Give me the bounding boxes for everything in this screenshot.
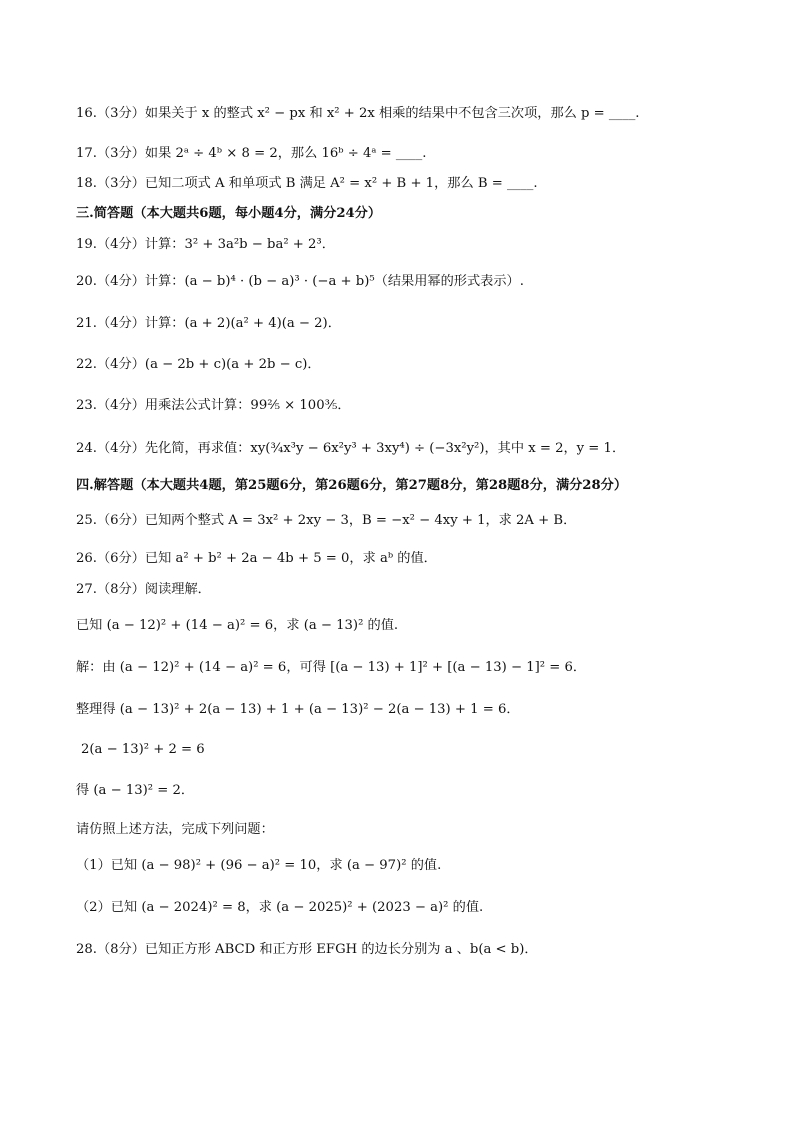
question-27-solution-2: 整理得 (a − 13)² + 2(a − 13) + 1 + (a − 13)² − 2(a − 13) + 1 = 6． xyxy=(76,702,520,717)
question-27-solution-1: 解：由 (a − 12)² + (14 − a)² = 6，可得 [(a − 13) + 1]² + [(a − 13) − 1]² = 6． xyxy=(76,660,587,675)
question-25: 25.（6分）已知两个整式 A = 3x² + 2xy − 3，B = −x² − 4xy + 1，求 2A + B． xyxy=(76,513,577,528)
question-27-solution-3: 2(a − 13)² + 2 = 6 xyxy=(81,742,205,757)
question-20: 20.（4分）计算：(a − b)⁴ · (b − a)³ · (−a + b)⁵（结果用幂的形式表示）. xyxy=(76,274,524,289)
section-4-heading: 四.解答题（本大题共4题，第25题6分，第26题6分，第27题8分，第28题8分，满分28分） xyxy=(76,478,628,493)
section-3-heading: 三.简答题（本大题共6题，每小题4分，满分24分） xyxy=(76,206,382,221)
question-27-given: 已知 (a − 12)² + (14 − a)² = 6，求 (a − 13)² 的值. xyxy=(76,618,399,633)
question-27-instruction: 请仿照上述方法，完成下列问题： xyxy=(76,822,274,837)
question-28: 28.（8分）已知正方形 ABCD 和正方形 EFGH 的边长分别为 a 、b(a < b)． xyxy=(76,942,538,957)
question-24: 24.（4分）先化简，再求值：xy(¾x³y − 6x²y³ + 3xy⁴) ÷ (−3x²y²)，其中 x = 2，y = 1． xyxy=(76,441,626,456)
question-17: 17.（3分）如果 2ᵃ ÷ 4ᵇ × 8 = 2，那么 16ᵇ ÷ 4ᵃ = ____. xyxy=(76,146,427,161)
question-26: 26.（6分）已知 a² + b² + 2a − 4b + 5 = 0，求 aᵇ 的值． xyxy=(76,551,437,566)
question-27-part-1: （1）已知 (a − 98)² + (96 − a)² = 10，求 (a − 97)² 的值. xyxy=(76,858,442,873)
question-19: 19.（4分）计算：3² + 3a²b − ba² + 2³． xyxy=(76,237,335,252)
question-27-part-2: （2）已知 (a − 2024)² = 8，求 (a − 2025)² + (2023 − a)² 的值. xyxy=(76,900,484,915)
question-22: 22.（4分）(a − 2b + c)(a + 2b − c)． xyxy=(76,357,321,372)
question-27: 27.（8分）阅读理解． xyxy=(76,582,211,597)
question-16: 16.（3分）如果关于 x 的整式 x² − px 和 x² + 2x 相乘的结果中不包含三次项，那么 p = ____. xyxy=(76,106,640,121)
question-21: 21.（4分）计算：(a + 2)(a² + 4)(a − 2)． xyxy=(76,316,341,331)
question-18: 18.（3分）已知二项式 A 和单项式 B 满足 A² = x² + B + 1，那么 B = ____. xyxy=(76,176,538,191)
question-23: 23.（4分）用乘法公式计算：99⅖ × 100⅗． xyxy=(76,398,351,413)
question-27-solution-4: 得 (a − 13)² = 2． xyxy=(76,783,195,798)
